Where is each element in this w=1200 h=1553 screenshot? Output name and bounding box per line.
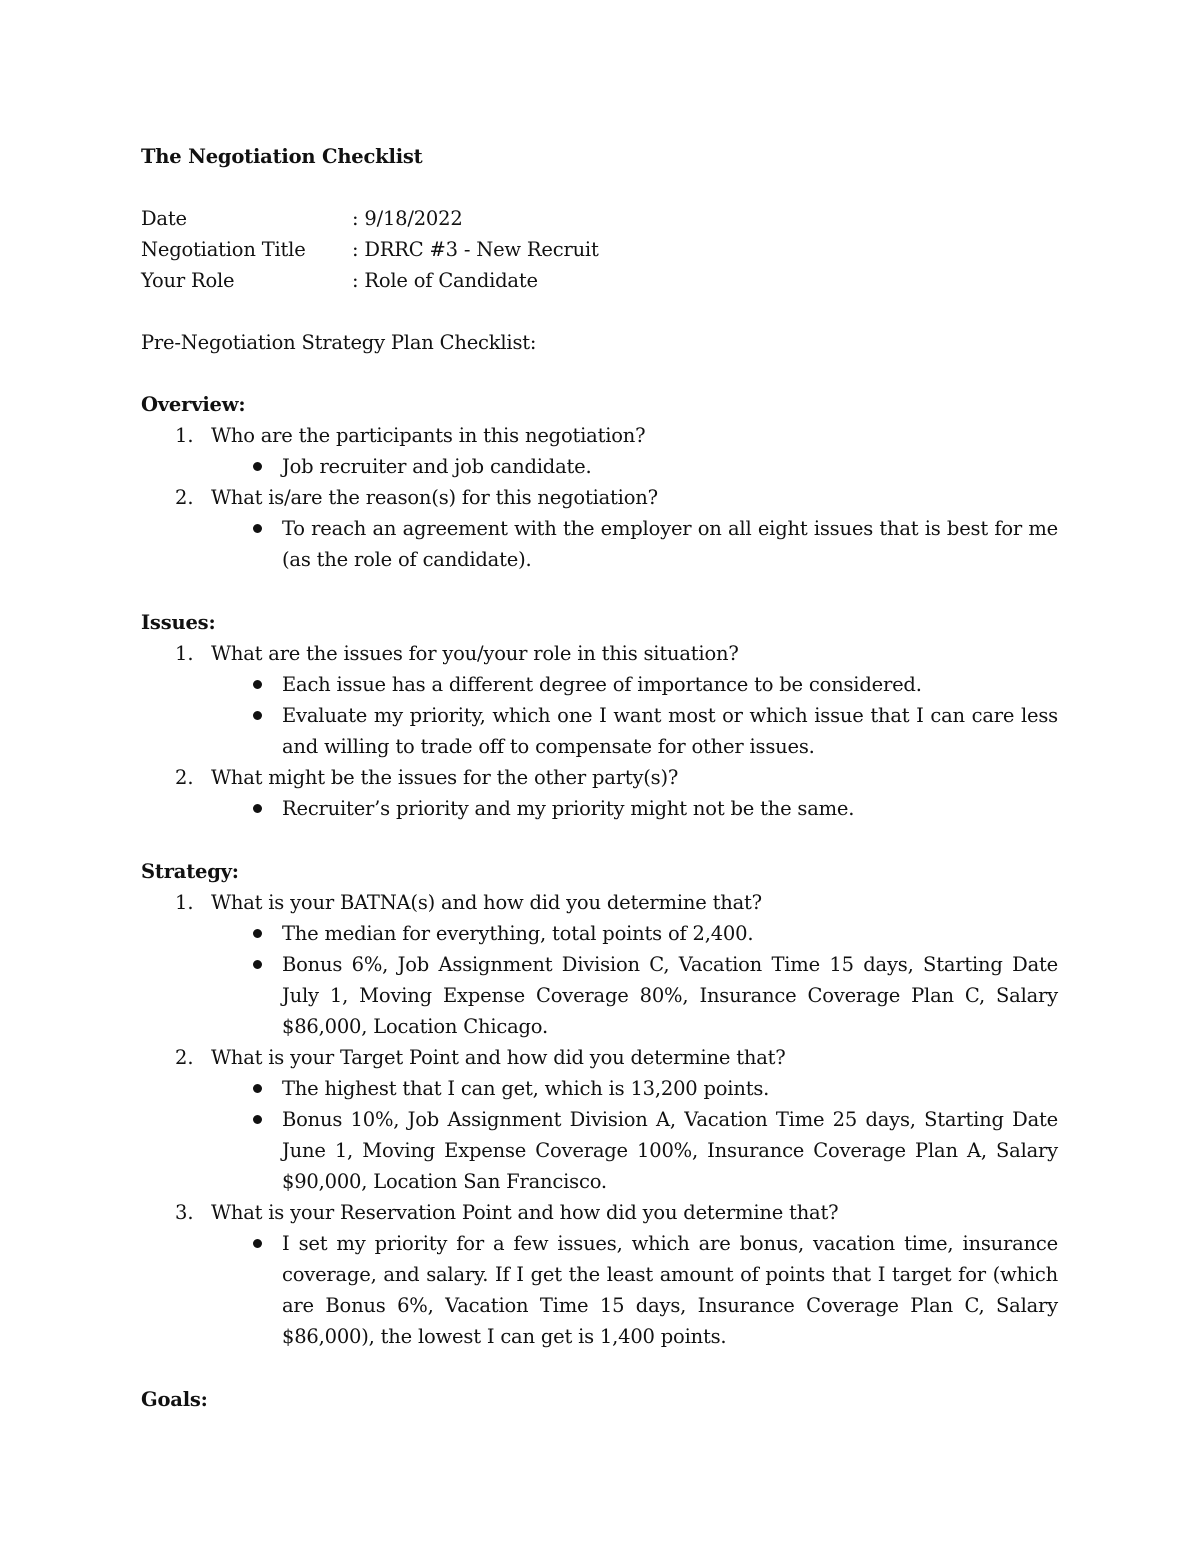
question-number: 2. bbox=[175, 766, 194, 789]
answer-bullet: Bonus 6%, Job Assignment Division C, Vacation Time 15 days, Starting Date July 1, Moving Expense Coverage 80%, Insurance Coverage Plan C, Salary $86,000, Location Chicago. bbox=[282, 953, 1058, 1038]
answer-bullet: Recruiter’s priority and my priority might not be the same. bbox=[282, 797, 855, 820]
answer-bullet: The median for everything, total points of 2,400. bbox=[282, 922, 754, 945]
answer-bullet: The highest that I can get, which is 13,200 points. bbox=[282, 1077, 770, 1100]
bullet-dot bbox=[253, 804, 262, 813]
meta-title-value: : DRRC #3 - New Recruit bbox=[352, 238, 599, 261]
section-heading-strategy: Strategy: bbox=[141, 860, 239, 883]
bullet-dot bbox=[253, 1115, 262, 1124]
answer-bullet: Each issue has a different degree of importance to be considered. bbox=[282, 673, 922, 696]
meta-date-value: : 9/18/2022 bbox=[352, 207, 463, 230]
question-number: 1. bbox=[175, 424, 194, 447]
answer-bullet: To reach an agreement with the employer on all eight issues that is best for me (as the role of candidate). bbox=[282, 517, 1058, 571]
meta-date-label: Date bbox=[141, 207, 187, 230]
bullet-dot bbox=[253, 711, 262, 720]
section-heading-goals: Goals: bbox=[141, 1388, 208, 1411]
answer-bullet: Job recruiter and job candidate. bbox=[282, 455, 592, 478]
checklist-subtitle: Pre-Negotiation Strategy Plan Checklist: bbox=[141, 331, 537, 354]
question-number: 1. bbox=[175, 642, 194, 665]
question-text: What is/are the reason(s) for this negotiation? bbox=[211, 486, 658, 509]
bullet-dot bbox=[253, 960, 262, 969]
question-number: 2. bbox=[175, 486, 194, 509]
section-heading-issues: Issues: bbox=[141, 611, 216, 634]
question-number: 3. bbox=[175, 1201, 194, 1224]
meta-role-label: Your Role bbox=[141, 269, 235, 292]
question-text: What is your Target Point and how did you determine that? bbox=[211, 1046, 786, 1069]
question-text: Who are the participants in this negotiation? bbox=[211, 424, 646, 447]
question-number: 1. bbox=[175, 891, 194, 914]
question-text: What are the issues for you/your role in this situation? bbox=[211, 642, 739, 665]
meta-role-value: : Role of Candidate bbox=[352, 269, 538, 292]
question-text: What is your Reservation Point and how did you determine that? bbox=[211, 1201, 839, 1224]
answer-bullet: I set my priority for a few issues, which are bonus, vacation time, insurance coverage, and salary. If I get the least amount of points that I target for (which are Bonus 6%, Vacation Time 15 days, Insurance Coverage Plan C, Salary $86,000), the lowest I can get is 1,400 points. bbox=[282, 1232, 1058, 1348]
question-number: 2. bbox=[175, 1046, 194, 1069]
question-text: What is your BATNA(s) and how did you determine that? bbox=[211, 891, 762, 914]
document-title: The Negotiation Checklist bbox=[141, 145, 423, 168]
bullet-dot bbox=[253, 1239, 262, 1248]
meta-title-label: Negotiation Title bbox=[141, 238, 306, 261]
bullet-dot bbox=[253, 929, 262, 938]
section-heading-overview: Overview: bbox=[141, 393, 246, 416]
bullet-dot bbox=[253, 524, 262, 533]
answer-bullet: Evaluate my priority, which one I want most or which issue that I can care less and willing to trade off to compensate for other issues. bbox=[282, 704, 1058, 758]
bullet-dot bbox=[253, 1084, 262, 1093]
question-text: What might be the issues for the other party(s)? bbox=[211, 766, 679, 789]
bullet-dot bbox=[253, 680, 262, 689]
answer-bullet: Bonus 10%, Job Assignment Division A, Vacation Time 25 days, Starting Date June 1, Moving Expense Coverage 100%, Insurance Coverage Plan A, Salary $90,000, Location San Francisco. bbox=[282, 1108, 1058, 1193]
bullet-dot bbox=[253, 462, 262, 471]
